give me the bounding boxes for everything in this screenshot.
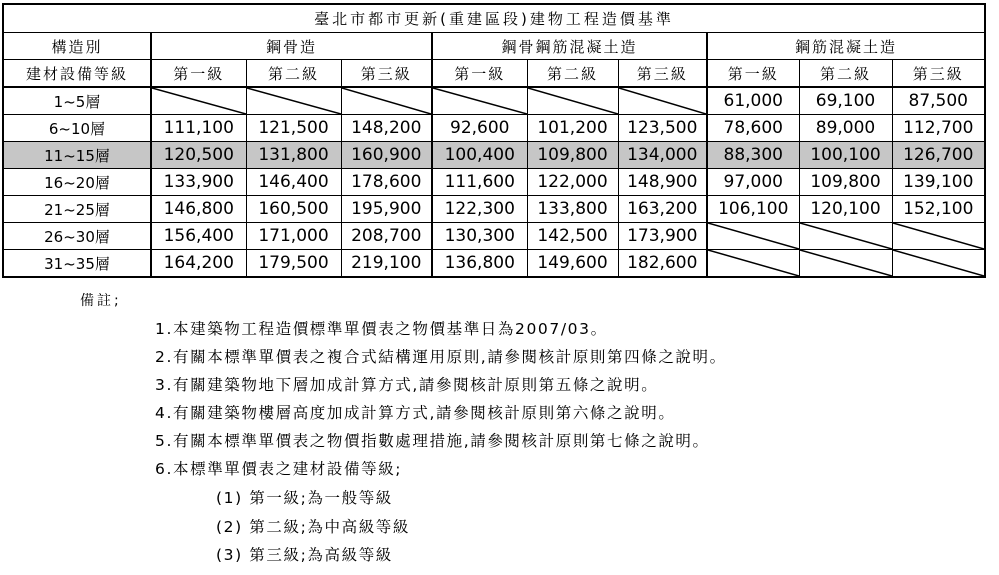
- level-header: 第三級: [341, 60, 432, 88]
- table-row: [3, 142, 985, 169]
- table-row: [3, 223, 985, 250]
- price-cell: 87,500: [892, 87, 985, 115]
- price-cell: 160,500: [246, 196, 341, 223]
- price-cell: 111,600: [432, 169, 527, 196]
- empty-cell: [799, 250, 892, 278]
- empty-cell: [151, 87, 246, 115]
- table-row: [3, 250, 985, 278]
- table-body: [3, 87, 985, 277]
- price-cell: 134,000: [618, 142, 707, 169]
- price-cell: 122,000: [527, 169, 618, 196]
- empty-cell: [341, 87, 432, 115]
- price-cell: 78,600: [707, 115, 799, 142]
- empty-cell: [618, 87, 707, 115]
- price-cell: 97,000: [707, 169, 799, 196]
- grade-level-item: (1) 第一級;為一般等級: [216, 489, 393, 507]
- cost-table: [2, 3, 986, 278]
- table-row: [3, 87, 985, 115]
- price-cell: 146,800: [151, 196, 246, 223]
- notes-heading: 備註;: [80, 293, 122, 309]
- price-cell: 148,200: [341, 115, 432, 142]
- table-row: [3, 196, 985, 223]
- price-cell: 173,900: [618, 223, 707, 250]
- empty-cell: [799, 223, 892, 250]
- grade-level-item: (3) 第三級;為高級等級: [216, 546, 393, 564]
- price-cell: 100,400: [432, 142, 527, 169]
- level-header: 第一級: [432, 60, 527, 88]
- price-cell: 163,200: [618, 196, 707, 223]
- empty-cell: [432, 87, 527, 115]
- row-label: 21~25層: [3, 196, 151, 223]
- empty-cell: [527, 87, 618, 115]
- level-header: 第一級: [151, 60, 246, 88]
- note-item: 6.本標準單價表之建材設備等級;: [155, 460, 403, 478]
- price-cell: 123,500: [618, 115, 707, 142]
- row-label: 11~15層: [3, 142, 151, 169]
- level-header: 第二級: [246, 60, 341, 88]
- grade-levels-list: [216, 487, 410, 573]
- level-header: 第三級: [892, 60, 985, 88]
- price-cell: 171,000: [246, 223, 341, 250]
- price-cell: 136,800: [432, 250, 527, 278]
- level-header: 第二級: [799, 60, 892, 88]
- price-cell: 120,500: [151, 142, 246, 169]
- price-cell: 100,100: [799, 142, 892, 169]
- empty-cell: [246, 87, 341, 115]
- group-header: 鋼筋混凝土造: [707, 33, 985, 60]
- price-cell: 156,400: [151, 223, 246, 250]
- price-cell: 160,900: [341, 142, 432, 169]
- note-item: 3.有關建築物地下層加成計算方式,請參閱核計原則第五條之說明。: [155, 376, 659, 394]
- note-item: 4.有關建築物樓層高度加成計算方式,請參閱核計原則第六條之說明。: [155, 404, 676, 422]
- price-cell: 101,200: [527, 115, 618, 142]
- price-cell: 219,100: [341, 250, 432, 278]
- grade-header: 建材設備等級: [3, 60, 151, 88]
- table-row: [3, 115, 985, 142]
- price-cell: 89,000: [799, 115, 892, 142]
- row-label: 26~30層: [3, 223, 151, 250]
- price-cell: 164,200: [151, 250, 246, 278]
- notes-list: [155, 318, 727, 486]
- structure-header: 構造別: [3, 33, 151, 60]
- grade-level-item: (2) 第二級;為中高級等級: [216, 517, 411, 536]
- price-cell: 120,100: [799, 196, 892, 223]
- price-cell: 131,800: [246, 142, 341, 169]
- empty-cell: [892, 250, 985, 278]
- price-cell: 122,300: [432, 196, 527, 223]
- price-cell: 92,600: [432, 115, 527, 142]
- price-cell: 179,500: [246, 250, 341, 278]
- row-label: 31~35層: [3, 250, 151, 278]
- note-item: 5.有關本標準單價表之物價指數處理措施,請參閱核計原則第七條之說明。: [155, 432, 710, 450]
- price-cell: 130,300: [432, 223, 527, 250]
- price-cell: 111,100: [151, 115, 246, 142]
- note-item: 2.有關本標準單價表之複合式結構運用原則,請參閱核計原則第四條之說明。: [155, 348, 727, 366]
- table-title: 臺北市都市更新(重建區段)建物工程造價基準: [3, 4, 985, 33]
- empty-cell: [707, 250, 799, 278]
- group-header: 鋼骨造: [151, 33, 432, 60]
- row-label: 16~20層: [3, 169, 151, 196]
- row-label: 1~5層: [3, 87, 151, 115]
- price-cell: 148,900: [618, 169, 707, 196]
- level-header: 第一級: [707, 60, 799, 88]
- level-header: 第三級: [618, 60, 707, 88]
- price-cell: 149,600: [527, 250, 618, 278]
- row-label: 6~10層: [3, 115, 151, 142]
- price-cell: 195,900: [341, 196, 432, 223]
- group-header: 鋼骨鋼筋混凝土造: [432, 33, 707, 60]
- price-cell: 88,300: [707, 142, 799, 169]
- price-cell: 109,800: [799, 169, 892, 196]
- price-cell: 106,100: [707, 196, 799, 223]
- price-cell: 133,800: [527, 196, 618, 223]
- empty-cell: [892, 223, 985, 250]
- price-cell: 142,500: [527, 223, 618, 250]
- price-cell: 133,900: [151, 169, 246, 196]
- price-cell: 152,100: [892, 196, 985, 223]
- empty-cell: [707, 223, 799, 250]
- level-header: 第二級: [527, 60, 618, 88]
- price-cell: 69,100: [799, 87, 892, 115]
- price-cell: 112,700: [892, 115, 985, 142]
- price-cell: 109,800: [527, 142, 618, 169]
- price-cell: 208,700: [341, 223, 432, 250]
- price-cell: 182,600: [618, 250, 707, 278]
- price-cell: 126,700: [892, 142, 985, 169]
- table-row: [3, 169, 985, 196]
- note-item: 1.本建築物工程造價標準單價表之物價基準日為2007/03。: [155, 320, 608, 338]
- price-cell: 139,100: [892, 169, 985, 196]
- price-cell: 61,000: [707, 87, 799, 115]
- price-cell: 178,600: [341, 169, 432, 196]
- price-cell: 121,500: [246, 115, 341, 142]
- price-cell: 146,400: [246, 169, 341, 196]
